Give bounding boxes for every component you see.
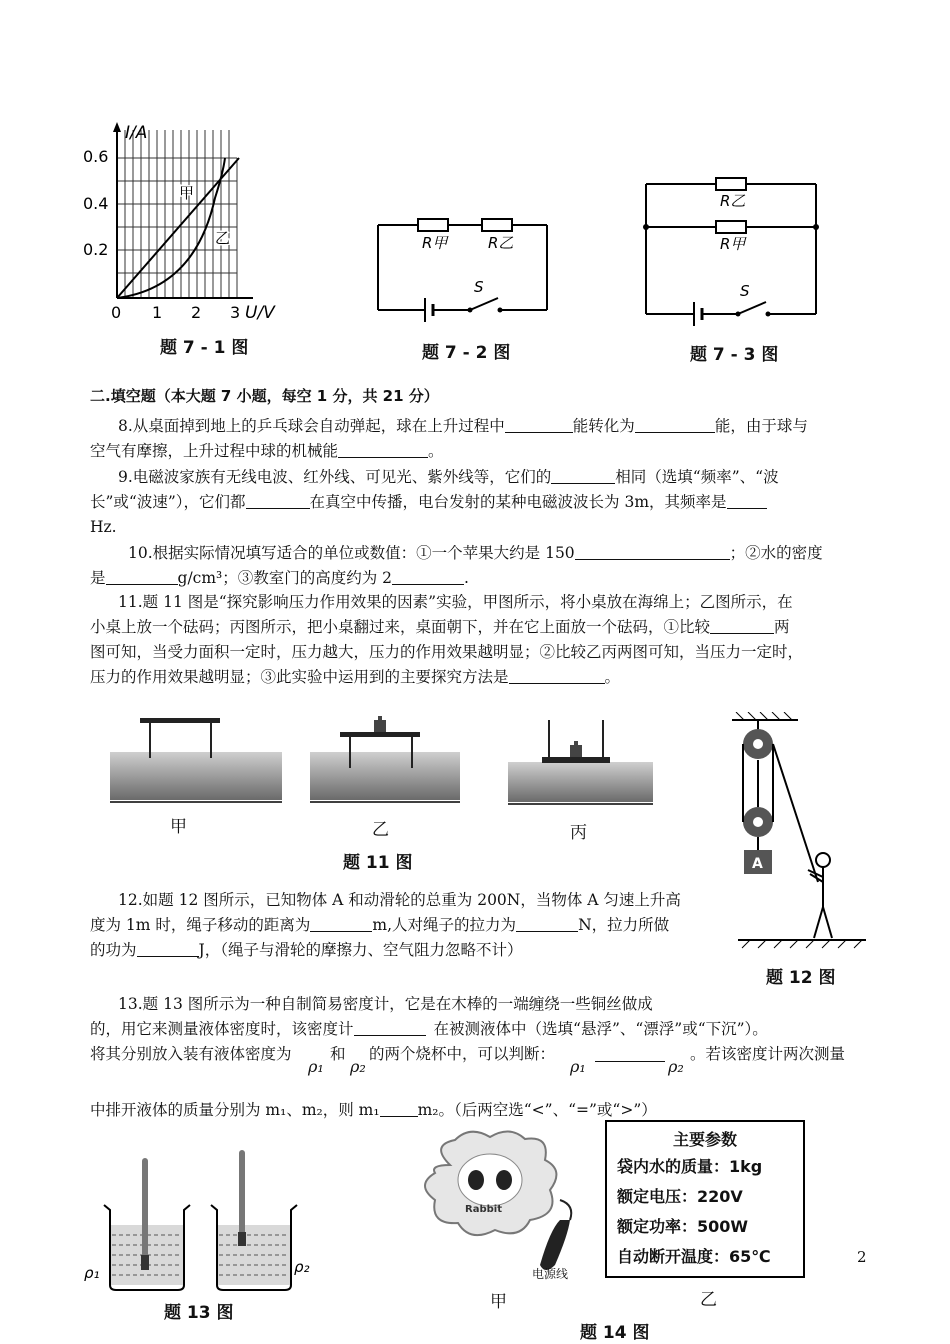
power-cord-label: 电源线 bbox=[532, 1267, 569, 1281]
rho2-symbol: ρ₂ bbox=[350, 1057, 366, 1076]
param-cutoff-temp: 自动断开温度：65℃ bbox=[617, 1247, 771, 1266]
figure-7-3-circuit bbox=[640, 172, 825, 327]
section-title: 二.填空题（本大题 7 小题，每空 1 分，共 21 分） bbox=[90, 387, 439, 405]
sponge-bing bbox=[508, 762, 653, 802]
weight-yi bbox=[374, 720, 386, 732]
figure-7-2-circuit bbox=[370, 210, 555, 330]
curve-yi-label: 乙 bbox=[215, 229, 231, 247]
param-rated-power: 额定功率：500W bbox=[617, 1217, 749, 1236]
question-12: 12.如题 12 图所示，已知物体 A 和动滑轮的总重为 200N，当物体 A 匀速上升高 度为 1m 时，绳子移动的距离为 m,人对绳子的拉力为 N，拉力所做 的功为 J，（绳子与滑轮的摩擦力、空气阻力忽略不计） bbox=[90, 891, 681, 959]
params-title: 主要参数 bbox=[672, 1130, 737, 1149]
rho1-compare: ρ₁ bbox=[570, 1057, 586, 1076]
figure-14-caption: 题 14 图 bbox=[580, 1323, 650, 1343]
resistor-jia-label: R甲 bbox=[720, 235, 746, 253]
y-tick-0.2: 0.2 bbox=[83, 240, 109, 259]
figure-12-pulley bbox=[728, 712, 868, 952]
x-tick-3: 3 bbox=[230, 303, 241, 322]
figure-7-1-graph bbox=[75, 118, 305, 328]
fig11-label-jia: 甲 bbox=[170, 817, 187, 837]
question-9: 9.电磁波家族有无线电波、红外线、可见光、紫外线等，它们的 相同（选填“频率”、“波 长”或“波速”），它们都 在真空中传播，电台发射的某种电磁波波长为 3m，其频率是 Hz. bbox=[90, 468, 779, 536]
table-top-jia bbox=[140, 718, 220, 723]
y-tick-0.6: 0.6 bbox=[83, 147, 109, 166]
rho1-symbol: ρ₁ bbox=[308, 1057, 324, 1076]
parameters-panel bbox=[605, 1120, 805, 1278]
table-top-bing bbox=[542, 757, 610, 763]
figure-7-3-caption: 题 7 - 3 图 bbox=[690, 345, 779, 365]
x-tick-0: 0 bbox=[111, 303, 122, 322]
figure-7-2-caption: 题 7 - 2 图 bbox=[422, 343, 511, 363]
question-10: 10.根据实际情况填写适合的单位或数值：①一个苹果大约是 150 ；②水的密度 是 g/cm³；③教室门的高度约为 2 . bbox=[90, 544, 823, 587]
page-number: 2 bbox=[857, 1248, 867, 1266]
figure-13-caption: 题 13 图 bbox=[164, 1303, 234, 1323]
table-top-yi bbox=[340, 732, 420, 737]
fig11-label-bing: 丙 bbox=[570, 823, 587, 843]
fig14-label-jia: 甲 bbox=[490, 1292, 507, 1312]
figure-12-caption: 题 12 图 bbox=[766, 968, 836, 988]
switch-label: S bbox=[474, 278, 484, 296]
x-tick-2: 2 bbox=[191, 303, 202, 322]
question-8: 8.从桌面掉到地上的乒乓球会自动弹起，球在上升过程中 能转化为 能，由于球与 空气有摩擦，上升过程中球的机械能 。 bbox=[90, 417, 808, 460]
beaker-2-rho-label: ρ₂ bbox=[294, 1258, 310, 1276]
switch-label: S bbox=[740, 282, 750, 300]
sponge-yi bbox=[310, 752, 460, 800]
weight-bing bbox=[570, 745, 582, 757]
resistor-jia-label: R甲 bbox=[422, 234, 448, 252]
question-13: 13.题 13 图所示为一种自制简易密度计，它是在木棒的一端缠绕一些铜丝做成 的，用它来测量液体密度时，该密度计 在被测液体中（选填“悬浮”、“漂浮”或“下沉”）。 将其分别放入装有液体密度为 ρ₁ 和 ρ₂ 的两个烧杯中，可以判断： ρ₁ ρ₂ 。若该密度计两次测量 中排开液体的质量分别为 m₁、m₂，则 m₁ m₂。（后两空选“<”、“=”或“>”） bbox=[90, 995, 846, 1119]
figure-11-caption: 题 11 图 bbox=[343, 853, 413, 873]
question-11: 11.题 11 图是“探究影响压力作用效果的因素”实验，甲图所示，将小桌放在海绵上；乙图所示，在 小桌上放一个砝码；丙图所示，把小桌翻过来，桌面朝下，并在它上面放一个砝码，①比较 两 图可知，当受力面积一定时，压力越大，压力的作用效果越明显；②比较乙丙两图可知，当压力一定时， 压力的作用效果越明显；③此实验中运用到的主要探究方法是 。 bbox=[90, 593, 804, 686]
resistor-yi-label: R乙 bbox=[488, 234, 514, 252]
block-a-label: A bbox=[752, 856, 763, 872]
hydrometer-1 bbox=[142, 1158, 148, 1270]
curve-jia-label: 甲 bbox=[179, 184, 195, 202]
resistor-yi-label: R乙 bbox=[720, 192, 746, 210]
y-tick-0.4: 0.4 bbox=[83, 194, 109, 213]
figure-14-heating-bag bbox=[410, 1125, 590, 1285]
param-water-mass: 袋内水的质量：1kg bbox=[617, 1157, 763, 1176]
plug bbox=[540, 1220, 570, 1270]
param-rated-voltage: 额定电压：220V bbox=[617, 1187, 743, 1206]
figure-13-beakers bbox=[82, 1140, 322, 1300]
sponge-jia bbox=[110, 752, 282, 800]
figure-7-1-caption: 题 7 - 1 图 bbox=[160, 338, 249, 358]
x-axis-label: U/V bbox=[245, 303, 275, 323]
brand-text: Rabbit bbox=[465, 1204, 502, 1215]
rho2-compare: ρ₂ bbox=[668, 1057, 684, 1076]
x-tick-1: 1 bbox=[152, 303, 163, 322]
fig14-label-yi: 乙 bbox=[700, 1290, 717, 1310]
y-axis-label: I/A bbox=[125, 123, 148, 143]
beaker-1-rho-label: ρ₁ bbox=[84, 1264, 100, 1282]
hydrometer-2 bbox=[239, 1150, 245, 1245]
fig11-label-yi: 乙 bbox=[372, 820, 389, 840]
